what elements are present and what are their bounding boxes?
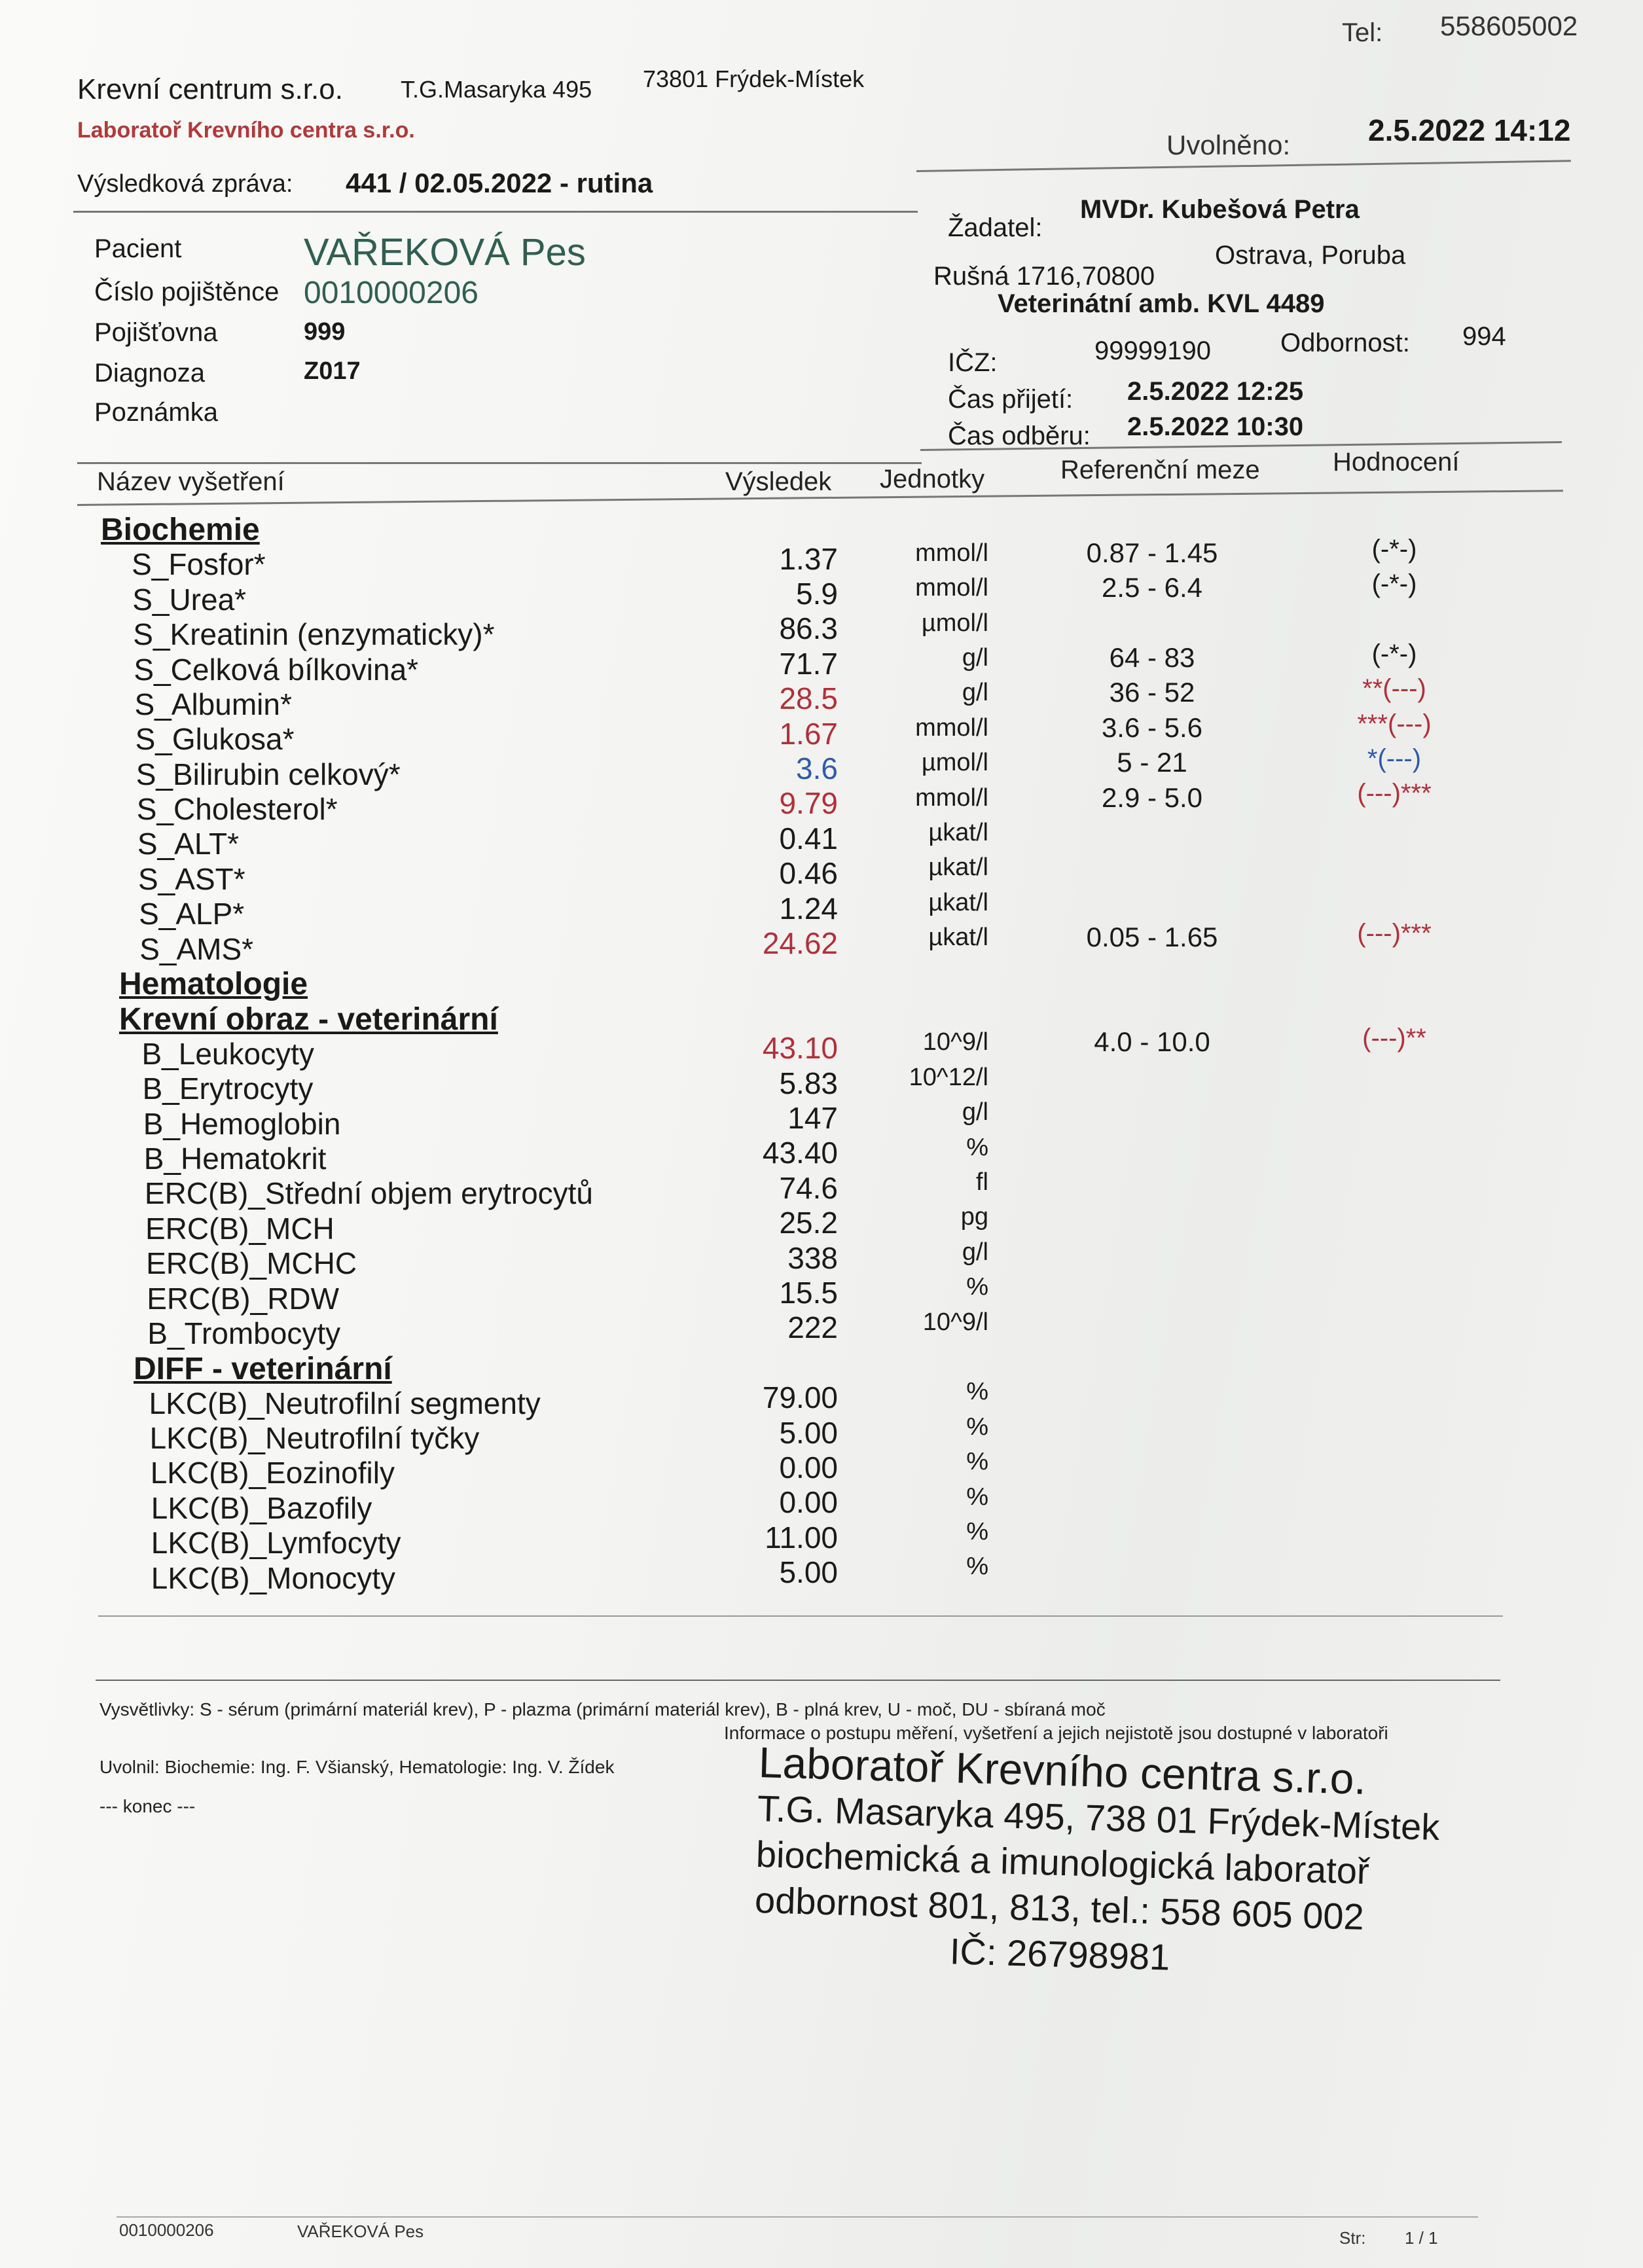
test-unit: % [966, 1273, 988, 1301]
test-name: S_AMS* [139, 931, 254, 966]
test-result: 222 [787, 1310, 838, 1345]
test-name: LKC(B)_Bazofily [151, 1490, 372, 1525]
stamp-line-4: odbornost 801, 813, tel.: 558 605 002 [754, 1879, 1365, 1937]
diagnosis-label: Diagnoza [94, 359, 206, 387]
report-label: Výsledková zpráva: [77, 170, 293, 198]
insurer-label: Pojišťovna [94, 318, 218, 347]
test-reference: 3.6 - 5.6 [1101, 711, 1203, 743]
bottom-id: 0010000206 [119, 2220, 214, 2240]
test-unit: % [966, 1378, 988, 1406]
test-unit: µkat/l [928, 818, 988, 846]
test-result: 28.5 [779, 681, 838, 716]
test-evaluation: (---)*** [1357, 779, 1432, 808]
lab-city: 73801 Frýdek-Místek [643, 65, 865, 92]
test-unit: mmol/l [915, 539, 988, 567]
test-reference: 0.05 - 1.65 [1086, 922, 1218, 953]
sampled-label: Čas odběru: [948, 422, 1091, 450]
col-result: Výsledek [725, 467, 832, 496]
test-unit: 10^12/l [909, 1063, 988, 1091]
test-reference: 36 - 52 [1109, 677, 1195, 708]
test-name: LKC(B)_Neutrofilní segmenty [149, 1386, 541, 1420]
test-name: S_Bilirubin celkový* [135, 757, 401, 791]
tel-value: 558605002 [1440, 10, 1578, 41]
test-unit: g/l [962, 643, 988, 672]
sampled-value: 2.5.2022 10:30 [1127, 412, 1304, 441]
test-result: 5.83 [779, 1066, 838, 1100]
test-result: 1.24 [779, 891, 838, 926]
tel-label: Tel: [1342, 18, 1383, 47]
test-reference: 5 - 21 [1117, 747, 1187, 778]
test-unit: % [966, 1448, 988, 1476]
test-name: S_Albumin* [134, 687, 292, 721]
test-reference: 2.9 - 5.0 [1101, 782, 1203, 813]
lab-name: Krevní centrum s.r.o. [77, 73, 343, 105]
section-heading: Krevní obraz - veterinární [119, 1001, 498, 1037]
test-unit: mmol/l [915, 713, 988, 742]
requester-clinic: Veterinátní amb. KVL 4489 [998, 289, 1325, 318]
test-result: 9.79 [779, 786, 838, 821]
released-value: 2.5.2022 14:12 [1368, 113, 1571, 147]
col-reference: Referenční meze [1060, 456, 1260, 484]
legend-text: Vysvětlivky: S - sérum (primární materiál krev), P - plazma (primární materiál krev), B - plná krev, U - moč, DU - sbíraná moč [99, 1699, 1106, 1719]
test-evaluation: **(---) [1362, 674, 1426, 704]
test-unit: µmol/l [921, 749, 988, 777]
test-unit: pg [960, 1203, 988, 1231]
stamp-line-3: biochemická a imunologická laboratoř [755, 1833, 1370, 1892]
insurance-label: Číslo pojištěnce [94, 278, 280, 306]
test-result: 3.6 [796, 751, 838, 785]
test-unit: µkat/l [928, 854, 988, 882]
test-result: 74.6 [779, 1170, 838, 1205]
test-name: B_Leukocyty [141, 1036, 314, 1071]
test-result: 15.5 [779, 1275, 838, 1310]
released-label: Uvolněno: [1166, 130, 1291, 160]
footer-divider [96, 1680, 1500, 1681]
insurance-number: 0010000206 [304, 276, 478, 310]
test-result: 5.9 [796, 576, 838, 611]
test-result: 24.62 [762, 926, 838, 960]
header-divider-left [73, 211, 918, 213]
patient-name: VAŘEKOVÁ Pes [304, 231, 586, 274]
test-name: S_Fosfor* [132, 547, 266, 582]
test-unit: g/l [962, 1238, 988, 1266]
test-name: S_Urea* [132, 582, 247, 617]
diagnosis-value: Z017 [304, 357, 361, 385]
test-result: 25.2 [779, 1206, 838, 1240]
test-result: 43.40 [762, 1136, 838, 1170]
test-name: S_ALT* [137, 827, 240, 861]
test-unit: 10^9/l [922, 1028, 988, 1056]
section-heading: Hematologie [119, 967, 308, 1002]
test-name: ERC(B)_MCHC [146, 1246, 357, 1281]
test-evaluation: *(---) [1367, 744, 1422, 773]
test-unit: % [966, 1133, 988, 1161]
test-evaluation: (---)*** [1357, 918, 1432, 948]
test-evaluation: ***(---) [1357, 709, 1432, 738]
end-marker: --- konec --- [99, 1796, 196, 1816]
columns-top-divider-left [77, 462, 922, 464]
received-label: Čas přijetí: [948, 385, 1074, 414]
test-unit: % [966, 1553, 988, 1581]
test-evaluation: (-*-) [1371, 569, 1417, 598]
test-name: ERC(B)_RDW [147, 1281, 340, 1316]
icz-value: 99999190 [1094, 336, 1211, 365]
test-reference: 0.87 - 1.45 [1086, 537, 1218, 568]
specialty-label: Odbornost: [1280, 329, 1410, 357]
test-name: ERC(B)_Střední objem erytrocytů [144, 1176, 594, 1211]
section-heading: Biochemie [101, 513, 260, 547]
test-result: 0.00 [779, 1450, 838, 1485]
test-name: LKC(B)_Monocyty [151, 1560, 396, 1595]
requester-city: Ostrava, Poruba [1215, 241, 1406, 270]
released-by: Uvolnil: Biochemie: Ing. F. Všianský, Hematologie: Ing. V. Žídek [99, 1757, 615, 1777]
page-label: Str: [1339, 2228, 1366, 2248]
header-divider-right [916, 160, 1571, 172]
test-unit: g/l [962, 679, 988, 707]
test-name: B_Hematokrit [143, 1141, 327, 1176]
insurer-value: 999 [304, 318, 346, 346]
test-name: B_Hemoglobin [143, 1106, 341, 1141]
test-reference: 2.5 - 6.4 [1101, 572, 1203, 603]
lab-subtitle: Laboratoř Krevního centra s.r.o. [77, 118, 415, 143]
received-value: 2.5.2022 12:25 [1127, 377, 1304, 406]
requester-street: Rušná 1716,70800 [933, 262, 1155, 291]
test-unit: % [966, 1483, 988, 1511]
note-label: Poznámka [94, 398, 218, 427]
col-name: Název vyšetření [97, 467, 285, 496]
test-result: 0.00 [779, 1485, 838, 1520]
test-result: 71.7 [779, 646, 838, 681]
test-result: 11.00 [765, 1520, 838, 1555]
test-result: 86.3 [779, 611, 838, 646]
stamp-line-1: Laboratoř Krevního centra s.r.o. [757, 1738, 1367, 1803]
info-text: Informace o postupu měření, vyšetření a jejich nejistotě jsou dostupné v laboratoři [724, 1723, 1388, 1743]
specialty-value: 994 [1462, 322, 1506, 351]
patient-label: Pacient [94, 234, 182, 263]
lab-address: T.G.Masaryka 495 [401, 76, 592, 103]
test-unit: % [966, 1517, 988, 1545]
test-unit: fl [976, 1168, 988, 1196]
stamp-line-2: T.G. Masaryka 495, 738 01 Frýdek-Místek [757, 1787, 1441, 1848]
test-unit: µkat/l [928, 888, 988, 916]
test-unit: g/l [962, 1098, 988, 1126]
bottom-divider [117, 2216, 1478, 2218]
section-heading: DIFF - veterinární [134, 1351, 392, 1386]
test-reference: 64 - 83 [1109, 641, 1195, 673]
requester-name: MVDr. Kubešová Petra [1080, 195, 1360, 224]
test-result: 338 [787, 1240, 838, 1275]
test-name: LKC(B)_Neutrofilní tyčky [149, 1421, 480, 1456]
test-name: S_Kreatinin (enzymaticky)* [133, 617, 495, 652]
lab-stamp [753, 1738, 1441, 1988]
test-reference: 4.0 - 10.0 [1094, 1026, 1210, 1058]
test-result: 0.46 [779, 856, 838, 891]
test-name: LKC(B)_Lymfocyty [151, 1526, 401, 1560]
test-unit: 10^9/l [922, 1308, 988, 1336]
test-evaluation: (-*-) [1371, 639, 1417, 668]
col-units: Jednotky [880, 465, 985, 494]
test-name: B_Trombocyty [147, 1316, 341, 1350]
test-name: S_ALP* [139, 897, 245, 931]
test-unit: mmol/l [915, 574, 988, 602]
table-end-divider [98, 1615, 1503, 1617]
test-name: S_Cholesterol* [136, 792, 338, 827]
test-result: 1.67 [779, 716, 838, 751]
test-result: 79.00 [762, 1380, 838, 1415]
test-evaluation: (---)** [1362, 1024, 1426, 1053]
test-unit: µkat/l [928, 924, 988, 952]
test-evaluation: (-*-) [1371, 534, 1417, 564]
col-evaluation: Hodnocení [1333, 448, 1460, 477]
test-result: 5.00 [779, 1555, 838, 1590]
test-name: B_Erytrocyty [142, 1071, 314, 1106]
test-unit: mmol/l [915, 783, 988, 812]
test-result: 0.41 [779, 821, 838, 855]
icz-label: IČZ: [948, 348, 998, 377]
test-result: 43.10 [762, 1031, 838, 1066]
test-result: 5.00 [779, 1415, 838, 1450]
bottom-name: VAŘEKOVÁ Pes [297, 2222, 424, 2241]
test-result: 147 [787, 1100, 838, 1135]
requester-label: Žadatel: [948, 213, 1043, 242]
test-result: 1.37 [779, 541, 838, 576]
test-name: ERC(B)_MCH [145, 1211, 334, 1246]
test-name: S_Celková bílkovina* [134, 652, 419, 687]
page-value: 1 / 1 [1405, 2228, 1438, 2248]
test-unit: % [966, 1413, 988, 1441]
stamp-line-5: IČ: 26798981 [949, 1930, 1171, 1978]
test-name: LKC(B)_Eozinofily [150, 1456, 395, 1490]
report-value: 441 / 02.05.2022 - rutina [346, 168, 653, 198]
test-name: S_Glukosa* [135, 722, 295, 757]
test-unit: µmol/l [921, 609, 988, 637]
test-name: S_AST* [138, 861, 245, 896]
